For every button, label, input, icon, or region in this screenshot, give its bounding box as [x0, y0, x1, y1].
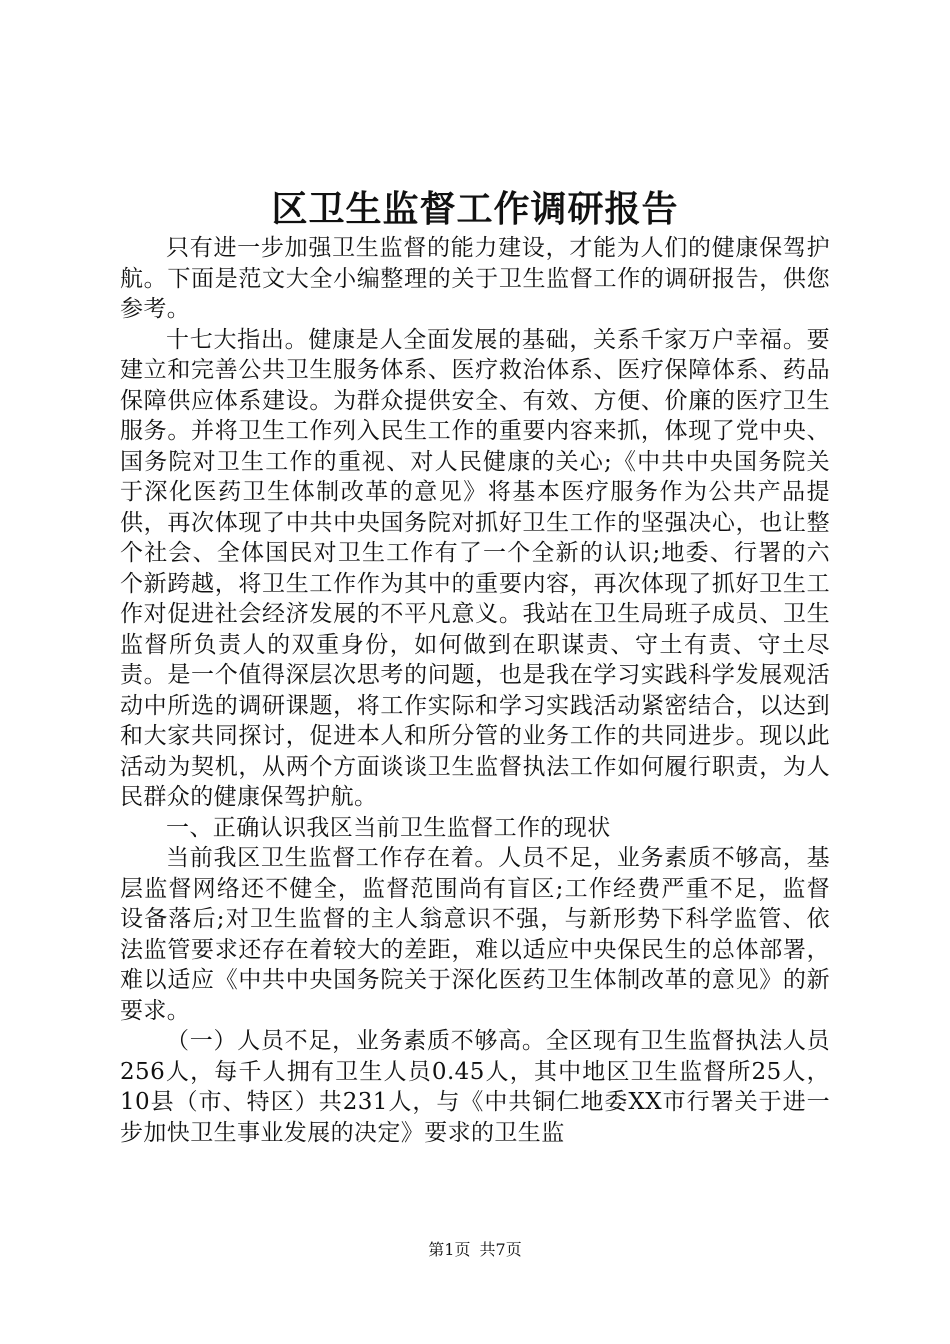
document-body: [120, 233, 830, 1148]
page-total: 共7页: [479, 1240, 522, 1259]
paragraph-intro: 只有进一步加强卫生监督的能力建设，才能为人们的健康保驾护航。下面是范文大全小编整理的关于卫生监督工作的调研报告，供您参考。: [120, 235, 830, 322]
paragraph-staffing: （一）人员不足，业务素质不够高。全区现有卫生监督执法人员256人，每千人拥有卫生人员0.45人，其中地区卫生监督所25人，10县（市、特区）共231人，与《中共铜仁地委XX市行署关于进一步加快卫生事业发展的决定》要求的卫生监: [120, 1028, 830, 1146]
document-title: 区卫生监督工作调研报告: [271, 188, 679, 230]
paragraph-background: 十七大指出。健康是人全面发展的基础，关系千家万户幸福。要建立和完善公共卫生服务体系、医疗救治体系、医疗保障体系、药品保障供应体系建设。为群众提供安全、有效、方便、价廉的医疗卫生服务。并将卫生工作列入民生工作的重要内容来抓，体现了党中央、国务院对卫生工作的重视、对人民健康的关心;《中共中央国务院关于深化医药卫生体制改革的意见》将基本医疗服务作为公共产品提供，再次体现了中共中央国务院对抓好卫生工作的坚强决心，也让整个社会、全体国民对卫生工作有了一个全新的认识;地委、行署的六个新跨越，将卫生工作作为其中的重要内容，再次体现了抓好卫生工作对促进社会经济发展的不平凡意义。我站在卫生局班子成员、卫生监督所负责人的双重身份，如何做到在职谋责、守土有责、守土尽责。是一个值得深层次思考的问题，也是我在学习实践科学发展观活动中所选的调研课题，将工作实际和学习实践活动紧密结合，以达到和大家共同探讨，促进本人和所分管的业务工作的共同进步。现以此活动为契机，从两个方面谈谈卫生监督执法工作如何履行职责，为人民群众的健康保驾护航。: [120, 326, 830, 810]
page-number: 第1页: [428, 1240, 471, 1259]
section-heading-1: 一、正确认识我区当前卫生监督工作的现状: [166, 814, 611, 841]
page-footer: [0, 1239, 950, 1261]
paragraph-current-status: 当前我区卫生监督工作存在着。人员不足，业务素质不够高，基层监督网络还不健全，监督范围尚有盲区;工作经费严重不足，监督设备落后;对卫生监督的主人翁意识不强，与新形势下科学监管、依法监管要求还存在着较大的差距，难以适应中央保民生的总体部署，难以适应《中共中央国务院关于深化医药卫生体制改革的意见》的新要求。: [120, 845, 830, 1024]
